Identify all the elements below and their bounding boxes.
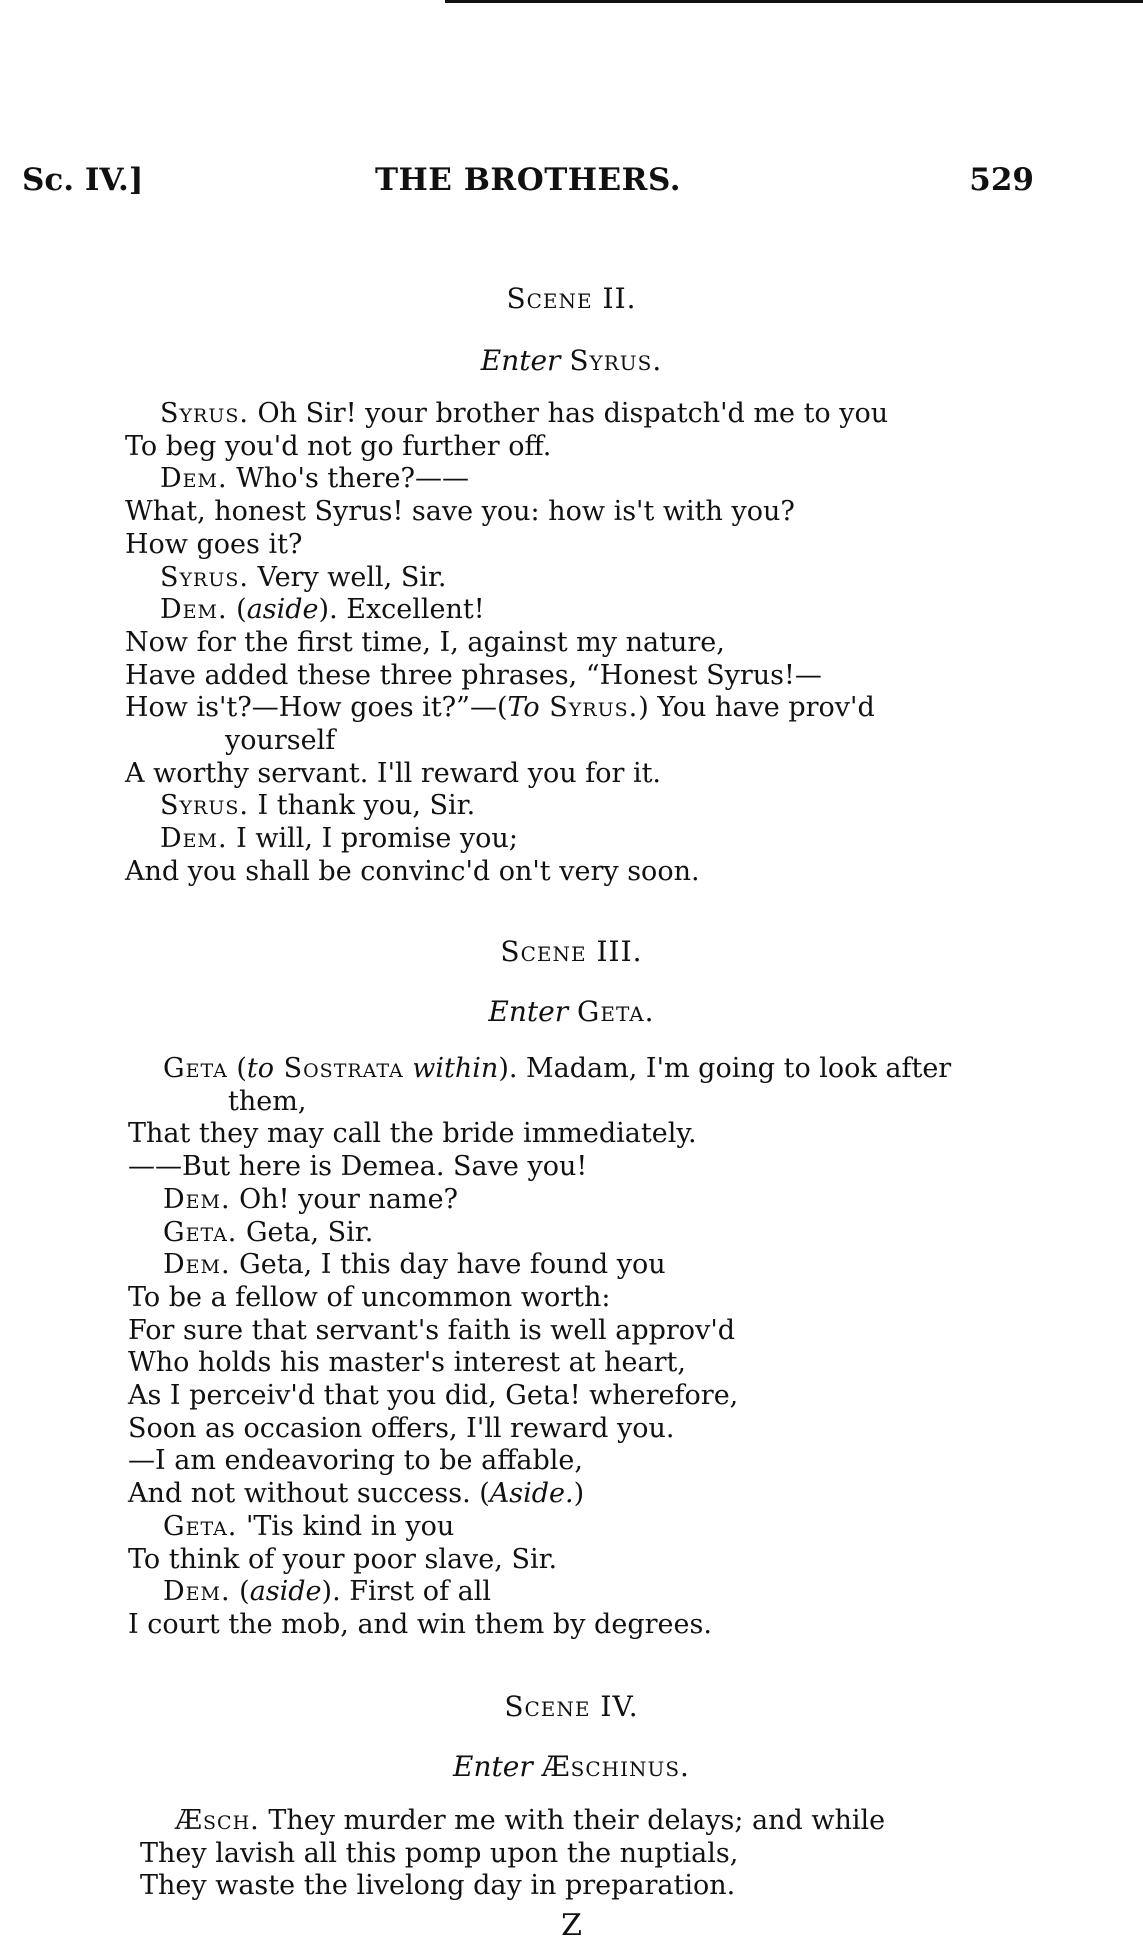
- dialogue-line: yourself: [225, 725, 336, 757]
- dialogue-line: That they may call the bride immediately.: [128, 1118, 697, 1150]
- dialogue-line: Æsch. They murder me with their delays; and while: [175, 1805, 886, 1836]
- dialogue-line: Geta (to Sostrata within). Madam, I'm going to look after: [163, 1053, 952, 1084]
- dialogue-line: I court the mob, and win them by degrees.: [128, 1608, 712, 1640]
- dialogue-line: To think of your poor slave, Sir.: [128, 1543, 558, 1575]
- dialogue-line: Syrus. Oh Sir! your brother has dispatch'd me to you: [160, 398, 889, 429]
- dialogue-line: —I am endeavoring to be affable,: [128, 1445, 583, 1477]
- dialogue-line: They waste the livelong day in preparation.: [140, 1870, 736, 1902]
- scene-3-dialogue: [128, 1053, 1128, 1642]
- dialogue-line: Dem. Oh! your name?: [163, 1183, 459, 1215]
- dialogue-line: As I perceiv'd that you did, Geta! wherefore,: [128, 1380, 739, 1412]
- header-title: THE BROTHERS.: [374, 162, 682, 198]
- dialogue-line: Who holds his master's interest at heart,: [128, 1347, 686, 1379]
- dialogue-line: They lavish all this pomp upon the nuptials,: [140, 1837, 739, 1869]
- dialogue-line: To beg you'd not go further off.: [125, 430, 552, 462]
- scene-4-entry: Enter Æschinus.: [453, 1750, 690, 1783]
- dialogue-line: Syrus. Very well, Sir.: [160, 561, 447, 593]
- dialogue-line: Soon as occasion offers, I'll reward you.: [128, 1412, 675, 1444]
- page-number: 529: [969, 162, 1034, 198]
- scene-3-entry: Enter Geta.: [488, 995, 655, 1028]
- dialogue-line: To be a fellow of uncommon worth:: [128, 1281, 611, 1313]
- dialogue-line: Dem. Geta, I this day have found you: [163, 1249, 666, 1281]
- dialogue-line: How goes it?: [125, 528, 303, 560]
- scene-3-heading: Scene III.: [500, 935, 643, 968]
- dialogue-line: A worthy servant. I'll reward you for it.: [125, 757, 662, 789]
- dialogue-line: Dem. I will, I promise you;: [160, 823, 518, 855]
- dialogue-line: And you shall be convinc'd on't very soon.: [125, 855, 700, 887]
- scene-4-heading: Scene IV.: [504, 1690, 639, 1723]
- dialogue-line: And not without success. (Aside.): [128, 1478, 585, 1510]
- scene-2-dialogue: [125, 398, 1125, 889]
- dialogue-line: How is't?—How goes it?”—(To Syrus.) You have prov'd: [125, 692, 875, 724]
- dialogue-line: For sure that servant's faith is well approv'd: [128, 1314, 736, 1346]
- header-section-ref: Sc. IV.]: [22, 162, 144, 198]
- dialogue-line: Geta. 'Tis kind in you: [163, 1510, 455, 1542]
- dialogue-line: Dem. (aside). First of all: [163, 1576, 492, 1608]
- scene-4-dialogue: [140, 1805, 1130, 1903]
- dialogue-line: Dem. (aside). Excellent!: [160, 594, 485, 626]
- signature-mark: Z: [561, 1908, 582, 1943]
- dialogue-line: Now for the first time, I, against my nature,: [125, 626, 725, 658]
- scene-2-heading: Scene II.: [506, 282, 637, 315]
- dialogue-line: them,: [228, 1085, 307, 1117]
- dialogue-line: Geta. Geta, Sir.: [163, 1216, 374, 1248]
- dialogue-line: Have added these three phrases, “Honest Syrus!—: [125, 659, 822, 691]
- dialogue-line: Dem. Who's there?——: [160, 463, 469, 495]
- dialogue-line: What, honest Syrus! save you: how is't with you?: [125, 496, 795, 528]
- dialogue-line: Syrus. I thank you, Sir.: [160, 790, 476, 822]
- top-rule: [445, 0, 1143, 3]
- scene-2-entry: Enter Syrus.: [480, 344, 663, 377]
- running-header: [22, 162, 1034, 202]
- dialogue-line: ——But here is Demea. Save you!: [128, 1151, 588, 1183]
